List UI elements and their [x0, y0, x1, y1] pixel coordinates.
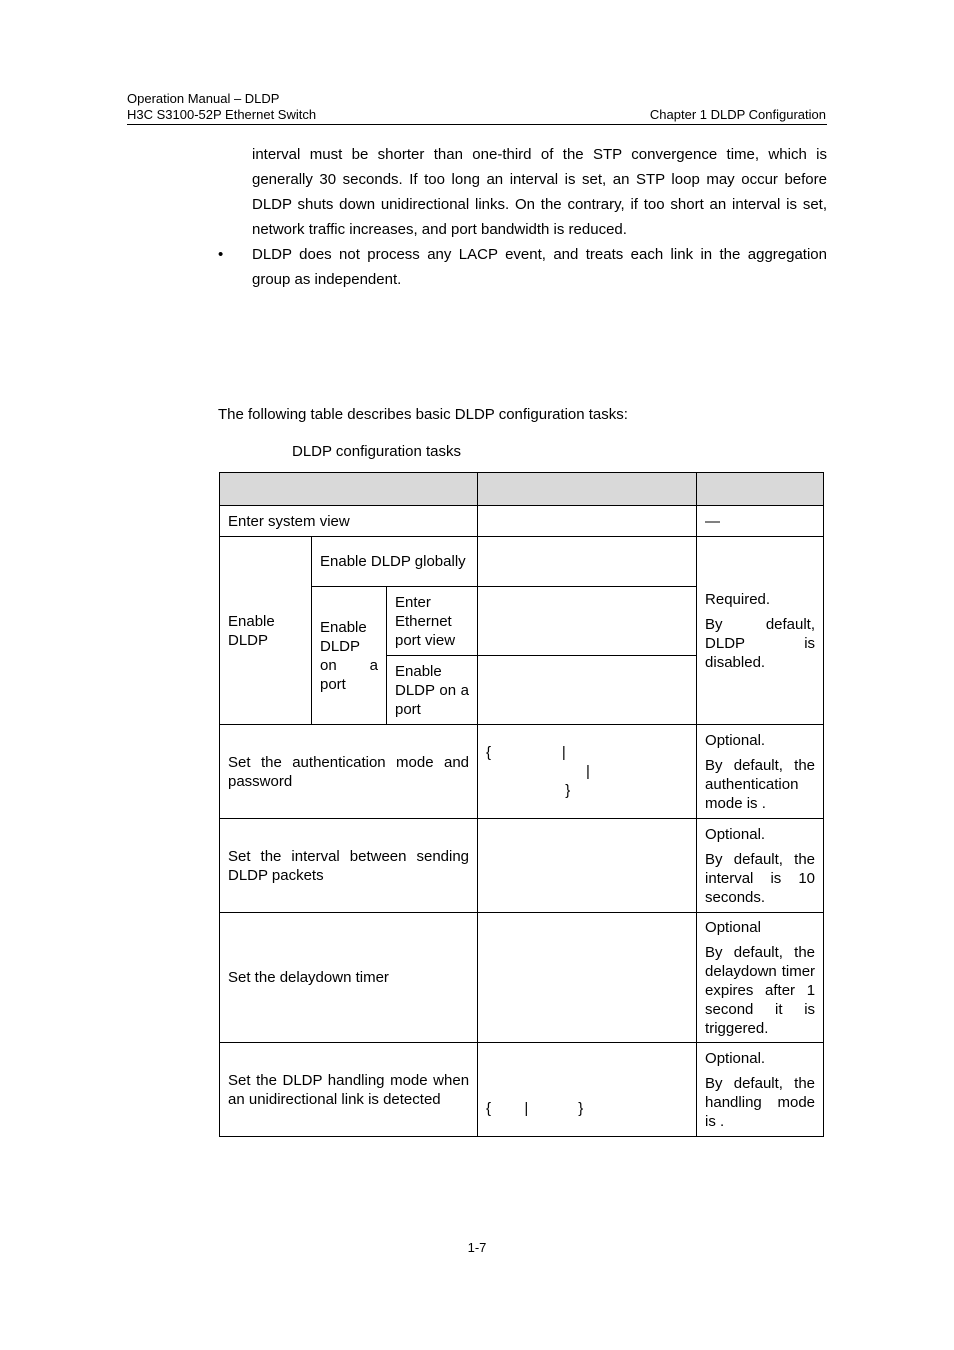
cell-enter-ethernet-port-view: Enter Ethernet port view: [387, 587, 478, 656]
cell-remarks: —: [697, 506, 824, 537]
paragraph-continued: interval must be shorter than one-third of the STP convergence time, which is generally 30 seconds. If too long an interval is set, an STP loop may occur before DLDP shuts down unidirectional links. On the contrary, if too short an interval is set, network traffic increases, and port bandwidth is reduced.: [252, 146, 827, 238]
command-line: { |: [486, 744, 566, 761]
config-tasks-table: [219, 472, 824, 1137]
table-row: [220, 913, 824, 1043]
cell-remarks: [697, 537, 824, 725]
remark-default: By default, the delaydown timer expires after 1 second it is triggered.: [705, 943, 816, 1037]
table-row: [220, 1043, 824, 1137]
cell-remarks: [697, 1043, 824, 1137]
bullet-marker: •: [218, 246, 224, 263]
header-cell-command: [478, 473, 697, 506]
cell-operation: Enter system view: [220, 506, 478, 537]
remark-default: By default, the interval is 10 seconds.: [705, 850, 816, 906]
table-row: [220, 725, 824, 819]
bullet-text: DLDP does not process any LACP event, and treats each link in the aggregation group as independent.: [252, 246, 827, 288]
cell-enable-globally: Enable DLDP globally: [312, 537, 478, 587]
remark-default: By default, DLDP is disabled.: [705, 615, 816, 671]
cell-command: [478, 1043, 697, 1137]
cell-operation: Set the delaydown timer: [220, 913, 478, 1043]
cell-remarks: [697, 819, 824, 913]
cell-command: [478, 506, 697, 537]
header-chapter: Chapter 1 DLDP Configuration: [649, 107, 826, 122]
header-cell-operation: [220, 473, 478, 506]
intro-text: The following table describes basic DLDP configuration tasks:: [218, 406, 628, 423]
cell-command: [478, 725, 697, 819]
table-row: [220, 506, 824, 537]
remark-required: Required.: [705, 590, 771, 608]
bullet-item: [218, 242, 827, 292]
cell-remarks: [697, 913, 824, 1043]
cell-enable-dldp: Enable DLDP: [220, 537, 312, 725]
header-rule: [127, 124, 827, 125]
table-row: [220, 819, 824, 913]
command-line: }: [486, 782, 571, 799]
remark-optional: Optional.: [705, 731, 766, 749]
cell-operation: Set the authentication mode and password: [220, 725, 478, 819]
cell-command: [478, 587, 697, 656]
cell-operation: Set the interval between sending DLDP packets: [220, 819, 478, 913]
table-row: [220, 537, 824, 587]
remark-optional: Optional.: [705, 825, 766, 843]
command-line: { | }: [486, 1100, 584, 1117]
cell-remarks: [697, 725, 824, 819]
command-line: |: [486, 763, 590, 780]
cell-command: [478, 913, 697, 1043]
remark-optional: Optional.: [705, 1049, 766, 1067]
cell-enable-dldp-port: Enable DLDP on a port: [387, 656, 478, 725]
cell-command: [478, 819, 697, 913]
remark-optional: Optional: [705, 918, 761, 936]
table-header-row: [220, 473, 824, 506]
remark-default: By default, the authentication mode is .: [705, 756, 816, 812]
cell-enable-on-port: Enable DLDP on a port: [312, 587, 387, 725]
remark-default: By default, the handling mode is .: [705, 1074, 816, 1130]
cell-command: [478, 656, 697, 725]
header-doc-title: Operation Manual – DLDP: [127, 91, 280, 106]
page-number: 1-7: [467, 1240, 487, 1255]
header-product: H3C S3100-52P Ethernet Switch: [127, 107, 317, 122]
table-caption: DLDP configuration tasks: [292, 443, 461, 460]
header-cell-remarks: [697, 473, 824, 506]
cell-command: [478, 537, 697, 587]
cell-operation: Set the DLDP handling mode when an unidirectional link is detected: [220, 1043, 478, 1137]
